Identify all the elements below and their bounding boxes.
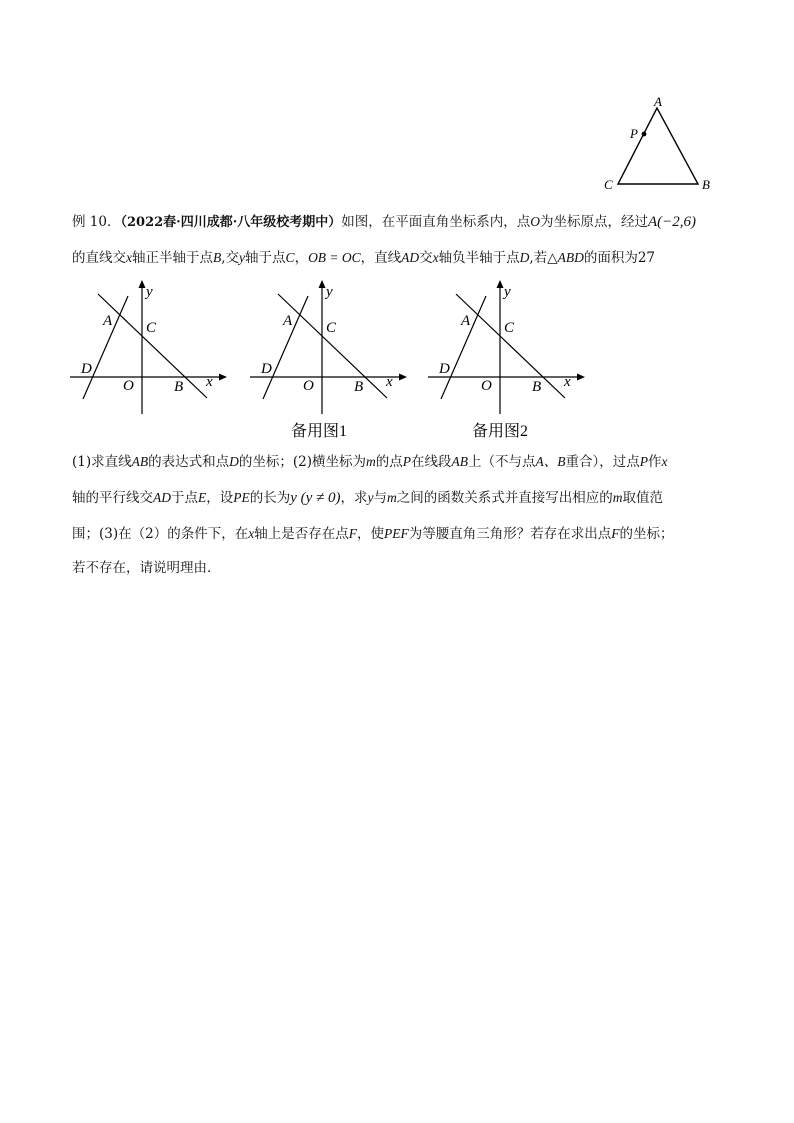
text: 如图，在平面直角坐标系内，点 bbox=[341, 214, 531, 230]
text: ，使 bbox=[356, 526, 384, 542]
var-P: P bbox=[639, 454, 648, 469]
text: (1)求直线 bbox=[72, 454, 132, 470]
text: ，直线 bbox=[360, 250, 402, 266]
problem-source: （2022春·四川成都·八年级校考期中） bbox=[120, 215, 342, 230]
label-P: P bbox=[630, 126, 638, 141]
text: 在线段 bbox=[411, 454, 452, 470]
text: 为等腰直角三角形？若存在求出点 bbox=[408, 526, 612, 542]
var-D: D bbox=[519, 250, 530, 265]
point-a-coord: A(−2,6) bbox=[647, 214, 696, 230]
text: 轴于点 bbox=[245, 250, 286, 266]
var-y: y bbox=[367, 490, 374, 505]
label-C: C bbox=[146, 320, 157, 336]
label-D: D bbox=[81, 361, 92, 377]
text: 轴的平行线交 bbox=[72, 490, 153, 506]
label-D: D bbox=[261, 361, 272, 377]
var-x: x bbox=[432, 250, 439, 265]
var-B: B bbox=[213, 250, 222, 265]
text: 的直线交 bbox=[72, 250, 126, 266]
var-x: x bbox=[126, 250, 132, 265]
label-D: D bbox=[439, 361, 450, 377]
var-A-B: A、B bbox=[535, 454, 566, 469]
text: 之间的函数关系式并直接写出相应的 bbox=[396, 490, 613, 506]
tri-abd: △ABD bbox=[547, 250, 584, 265]
label-B: B bbox=[174, 379, 184, 395]
var-x: x bbox=[248, 526, 255, 541]
var-F: F bbox=[611, 526, 620, 541]
var-x: x bbox=[661, 454, 668, 469]
text: ， bbox=[294, 250, 309, 266]
label-O: O bbox=[303, 378, 314, 394]
line-ad bbox=[441, 296, 486, 399]
caption-backup-2: 备用图2 bbox=[472, 423, 529, 440]
var-PE: PE bbox=[233, 490, 250, 505]
y-axis-arrow bbox=[497, 280, 504, 288]
caption-backup-1: 备用图1 bbox=[291, 423, 348, 440]
y-axis-arrow bbox=[139, 280, 146, 288]
text: 作 bbox=[648, 454, 662, 470]
figure-backup-2 bbox=[428, 280, 585, 440]
text: 取值范 bbox=[622, 490, 664, 506]
triangle-figure bbox=[598, 96, 718, 196]
label-C: C bbox=[326, 320, 337, 336]
figure-main bbox=[70, 280, 227, 414]
var-C: C bbox=[285, 250, 295, 265]
x-axis-arrow bbox=[219, 374, 227, 381]
label-C: C bbox=[504, 320, 515, 336]
text: 的面积为 bbox=[583, 250, 638, 266]
var-PEF: PEF bbox=[383, 526, 409, 541]
x-axis-arrow bbox=[399, 374, 407, 381]
label-x: x bbox=[564, 374, 571, 390]
eq-ob-oc: OB = OC bbox=[308, 250, 361, 265]
text: 若不存在，请说明理由． bbox=[72, 560, 221, 576]
problem-line-2 bbox=[72, 248, 655, 268]
text: ，设 bbox=[206, 490, 234, 506]
line-ab bbox=[98, 294, 207, 398]
text: 轴上是否存在点 bbox=[254, 526, 349, 542]
text: 的点 bbox=[375, 454, 403, 470]
var-E: E bbox=[198, 490, 207, 505]
line-ad bbox=[83, 296, 128, 399]
text: 重合），过点 bbox=[565, 454, 640, 470]
text: ，求 bbox=[340, 490, 368, 506]
line-ab bbox=[456, 294, 565, 398]
label-y: y bbox=[326, 284, 333, 300]
label-A: A bbox=[654, 96, 662, 109]
label-B: B bbox=[702, 177, 710, 192]
label-B: B bbox=[532, 379, 542, 395]
x-axis-arrow bbox=[577, 374, 585, 381]
var-D: D bbox=[229, 454, 239, 469]
text: 的长为 bbox=[249, 490, 291, 506]
label-y: y bbox=[504, 284, 511, 300]
label-A: A bbox=[461, 313, 471, 329]
question-line-2 bbox=[72, 488, 663, 508]
var-P: P bbox=[402, 454, 411, 469]
y-axis-arrow bbox=[319, 280, 326, 288]
var-m: m bbox=[366, 454, 376, 469]
line-ab bbox=[278, 294, 387, 398]
var-F: F bbox=[348, 526, 357, 541]
label-x: x bbox=[386, 374, 393, 390]
text: 与 bbox=[373, 490, 388, 506]
var-m: m bbox=[612, 490, 623, 505]
text: 于点 bbox=[171, 490, 198, 506]
var-y: y bbox=[239, 250, 246, 265]
figure-backup-1 bbox=[250, 280, 407, 440]
var-O: O bbox=[530, 214, 540, 229]
var-AD: AD bbox=[153, 490, 171, 505]
text: 为坐标原点，经过 bbox=[539, 214, 648, 230]
label-C: C bbox=[604, 177, 613, 192]
question-line-1 bbox=[72, 452, 668, 472]
text: 轴正半轴于点 bbox=[132, 250, 213, 266]
triangle-abc bbox=[618, 108, 698, 184]
label-O: O bbox=[123, 378, 134, 394]
label-A: A bbox=[103, 313, 113, 329]
var-AB: AB bbox=[451, 454, 468, 469]
var-AB: AB bbox=[131, 454, 149, 469]
problem-line-1 bbox=[72, 212, 696, 233]
label-x: x bbox=[206, 374, 213, 390]
var-AD: AD bbox=[401, 250, 420, 265]
question-line-3 bbox=[72, 524, 673, 544]
text: ,若 bbox=[529, 250, 548, 266]
point-p-dot bbox=[642, 132, 647, 137]
text: 上（不与点 bbox=[468, 454, 536, 470]
text: 轴负半轴于点 bbox=[438, 250, 520, 266]
line-ad bbox=[263, 296, 308, 399]
label-B: B bbox=[354, 379, 364, 395]
text: 交 bbox=[419, 250, 433, 266]
area-value: 27 bbox=[637, 250, 656, 266]
text: 围；(3)在（2）的条件下，在 bbox=[72, 526, 249, 542]
text: 的表达式和点 bbox=[148, 454, 230, 470]
text: 的坐标；(2)横坐标为 bbox=[238, 454, 366, 470]
problem-number: 例 10． bbox=[72, 214, 121, 230]
text: 的坐标； bbox=[619, 526, 674, 542]
figures-row bbox=[64, 272, 594, 444]
text: ,交 bbox=[221, 250, 240, 266]
expr-y-neq-0: y (y ≠ 0) bbox=[290, 490, 341, 506]
label-O: O bbox=[481, 378, 492, 394]
question-line-4 bbox=[72, 558, 221, 578]
label-y: y bbox=[146, 284, 153, 300]
var-m: m bbox=[387, 490, 397, 505]
label-A: A bbox=[283, 313, 293, 329]
